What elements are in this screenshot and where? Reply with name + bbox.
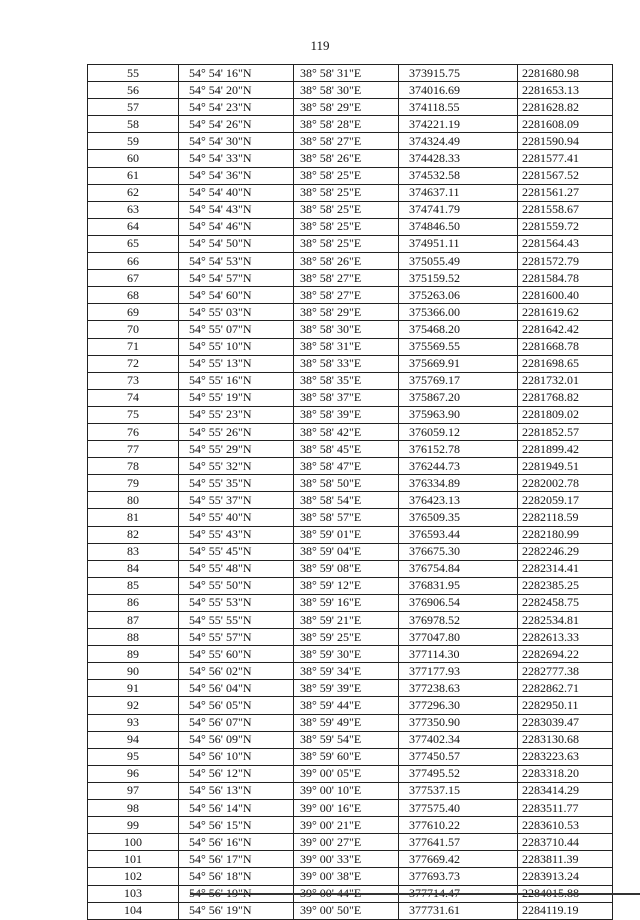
- y-coordinate-cell: 2283318.20: [518, 765, 613, 782]
- x-coordinate-cell: 374951.11: [399, 235, 518, 252]
- x-coordinate-cell: 376593.44: [399, 526, 518, 543]
- longitude-cell: 39° 00' 05"E: [294, 765, 399, 782]
- table-row: [88, 748, 613, 765]
- y-coordinate-cell: 2281698.65: [518, 355, 613, 372]
- longitude-cell: 38° 59' 49"E: [294, 714, 399, 731]
- longitude-cell: 38° 59' 60"E: [294, 748, 399, 765]
- x-coordinate-cell: 377238.63: [399, 680, 518, 697]
- y-coordinate-cell: 2281852.57: [518, 423, 613, 440]
- point-number-cell: 95: [88, 748, 179, 765]
- longitude-cell: 38° 59' 30"E: [294, 646, 399, 663]
- y-coordinate-cell: 2281577.41: [518, 150, 613, 167]
- longitude-cell: 38° 58' 28"E: [294, 116, 399, 133]
- point-number-cell: 89: [88, 646, 179, 663]
- longitude-cell: 38° 58' 33"E: [294, 355, 399, 372]
- x-coordinate-cell: 373915.75: [399, 65, 518, 82]
- table-row: [88, 782, 613, 799]
- x-coordinate-cell: 376423.13: [399, 492, 518, 509]
- x-coordinate-cell: 377402.34: [399, 731, 518, 748]
- table-row: [88, 304, 613, 321]
- latitude-cell: 54° 54' 26"N: [179, 116, 294, 133]
- longitude-cell: 38° 59' 04"E: [294, 543, 399, 560]
- table-row: [88, 321, 613, 338]
- table-row: [88, 731, 613, 748]
- latitude-cell: 54° 56' 09"N: [179, 731, 294, 748]
- point-number-cell: 59: [88, 133, 179, 150]
- point-number-cell: 80: [88, 492, 179, 509]
- point-number-cell: 79: [88, 475, 179, 492]
- table-row: [88, 133, 613, 150]
- table-row: [88, 184, 613, 201]
- longitude-cell: 38° 58' 25"E: [294, 201, 399, 218]
- table-row: [88, 663, 613, 680]
- y-coordinate-cell: 2282534.81: [518, 612, 613, 629]
- latitude-cell: 54° 55' 10"N: [179, 338, 294, 355]
- latitude-cell: 54° 54' 40"N: [179, 184, 294, 201]
- latitude-cell: 54° 56' 17"N: [179, 851, 294, 868]
- x-coordinate-cell: 374637.11: [399, 184, 518, 201]
- table-row: [88, 817, 613, 834]
- y-coordinate-cell: 2281619.62: [518, 304, 613, 321]
- longitude-cell: 39° 00' 16"E: [294, 800, 399, 817]
- y-coordinate-cell: 2281600.40: [518, 287, 613, 304]
- x-coordinate-cell: 376152.78: [399, 441, 518, 458]
- latitude-cell: 54° 55' 03"N: [179, 304, 294, 321]
- latitude-cell: 54° 55' 35"N: [179, 475, 294, 492]
- point-number-cell: 57: [88, 99, 179, 116]
- longitude-cell: 38° 59' 44"E: [294, 697, 399, 714]
- table-row: [88, 475, 613, 492]
- longitude-cell: 39° 00' 27"E: [294, 834, 399, 851]
- x-coordinate-cell: 374428.33: [399, 150, 518, 167]
- table-row: [88, 235, 613, 252]
- latitude-cell: 54° 54' 46"N: [179, 218, 294, 235]
- point-number-cell: 81: [88, 509, 179, 526]
- y-coordinate-cell: 2282777.38: [518, 663, 613, 680]
- table-row: [88, 355, 613, 372]
- table-row: [88, 629, 613, 646]
- table-row: [88, 800, 613, 817]
- y-coordinate-cell: 2281768.82: [518, 389, 613, 406]
- latitude-cell: 54° 55' 48"N: [179, 560, 294, 577]
- point-number-cell: 74: [88, 389, 179, 406]
- table-row: [88, 765, 613, 782]
- table-row: [88, 697, 613, 714]
- x-coordinate-cell: 377495.52: [399, 765, 518, 782]
- y-coordinate-cell: 2282862.71: [518, 680, 613, 697]
- latitude-cell: 54° 55' 13"N: [179, 355, 294, 372]
- x-coordinate-cell: 375669.91: [399, 355, 518, 372]
- longitude-cell: 38° 58' 26"E: [294, 150, 399, 167]
- x-coordinate-cell: 377575.40: [399, 800, 518, 817]
- point-number-cell: 83: [88, 543, 179, 560]
- latitude-cell: 54° 56' 15"N: [179, 817, 294, 834]
- longitude-cell: 38° 59' 25"E: [294, 629, 399, 646]
- table-row: [88, 99, 613, 116]
- y-coordinate-cell: 2282385.25: [518, 577, 613, 594]
- x-coordinate-cell: 377047.80: [399, 629, 518, 646]
- longitude-cell: 38° 58' 27"E: [294, 133, 399, 150]
- x-coordinate-cell: 374846.50: [399, 218, 518, 235]
- point-number-cell: 104: [88, 902, 179, 919]
- x-coordinate-cell: 376059.12: [399, 423, 518, 440]
- longitude-cell: 38° 58' 42"E: [294, 423, 399, 440]
- y-coordinate-cell: 2282458.75: [518, 594, 613, 611]
- longitude-cell: 38° 59' 01"E: [294, 526, 399, 543]
- y-coordinate-cell: 2281653.13: [518, 82, 613, 99]
- table-row: [88, 492, 613, 509]
- table-row: [88, 834, 613, 851]
- x-coordinate-cell: 377731.61: [399, 902, 518, 919]
- x-coordinate-cell: 375263.06: [399, 287, 518, 304]
- y-coordinate-cell: 2281628.82: [518, 99, 613, 116]
- latitude-cell: 54° 54' 50"N: [179, 235, 294, 252]
- x-coordinate-cell: 377669.42: [399, 851, 518, 868]
- longitude-cell: 39° 00' 50"E: [294, 902, 399, 919]
- x-coordinate-cell: 375963.90: [399, 406, 518, 423]
- y-coordinate-cell: 2281809.02: [518, 406, 613, 423]
- y-coordinate-cell: 2283710.44: [518, 834, 613, 851]
- point-number-cell: 92: [88, 697, 179, 714]
- x-coordinate-cell: 376978.52: [399, 612, 518, 629]
- x-coordinate-cell: 376244.73: [399, 458, 518, 475]
- longitude-cell: 38° 59' 16"E: [294, 594, 399, 611]
- latitude-cell: 54° 55' 37"N: [179, 492, 294, 509]
- longitude-cell: 39° 00' 38"E: [294, 868, 399, 885]
- x-coordinate-cell: 377450.57: [399, 748, 518, 765]
- table-row: [88, 372, 613, 389]
- point-number-cell: 65: [88, 235, 179, 252]
- latitude-cell: 54° 55' 16"N: [179, 372, 294, 389]
- point-number-cell: 61: [88, 167, 179, 184]
- longitude-cell: 38° 59' 21"E: [294, 612, 399, 629]
- latitude-cell: 54° 56' 19"N: [179, 902, 294, 919]
- longitude-cell: 38° 58' 37"E: [294, 389, 399, 406]
- point-number-cell: 69: [88, 304, 179, 321]
- coordinates-table: [87, 64, 613, 920]
- table-row: [88, 287, 613, 304]
- longitude-cell: 38° 58' 25"E: [294, 167, 399, 184]
- longitude-cell: 38° 58' 50"E: [294, 475, 399, 492]
- latitude-cell: 54° 55' 50"N: [179, 577, 294, 594]
- y-coordinate-cell: 2281567.52: [518, 167, 613, 184]
- coordinates-table-body: [88, 65, 613, 920]
- table-row: [88, 594, 613, 611]
- longitude-cell: 38° 58' 35"E: [294, 372, 399, 389]
- x-coordinate-cell: 374532.58: [399, 167, 518, 184]
- x-coordinate-cell: 374324.49: [399, 133, 518, 150]
- x-coordinate-cell: 377693.73: [399, 868, 518, 885]
- point-number-cell: 86: [88, 594, 179, 611]
- table-row: [88, 116, 613, 133]
- x-coordinate-cell: 377114.30: [399, 646, 518, 663]
- x-coordinate-cell: 377350.90: [399, 714, 518, 731]
- table-row: [88, 82, 613, 99]
- y-coordinate-cell: 2283511.77: [518, 800, 613, 817]
- table-row: [88, 714, 613, 731]
- table-row: [88, 560, 613, 577]
- latitude-cell: 54° 55' 19"N: [179, 389, 294, 406]
- x-coordinate-cell: 375867.20: [399, 389, 518, 406]
- latitude-cell: 54° 54' 53"N: [179, 253, 294, 270]
- longitude-cell: 38° 58' 26"E: [294, 253, 399, 270]
- y-coordinate-cell: 2283039.47: [518, 714, 613, 731]
- longitude-cell: 38° 58' 47"E: [294, 458, 399, 475]
- y-coordinate-cell: 2282950.11: [518, 697, 613, 714]
- point-number-cell: 58: [88, 116, 179, 133]
- longitude-cell: 38° 58' 27"E: [294, 270, 399, 287]
- latitude-cell: 54° 56' 07"N: [179, 714, 294, 731]
- latitude-cell: 54° 55' 43"N: [179, 526, 294, 543]
- point-number-cell: 85: [88, 577, 179, 594]
- latitude-cell: 54° 56' 16"N: [179, 834, 294, 851]
- y-coordinate-cell: 2281559.72: [518, 218, 613, 235]
- y-coordinate-cell: 2282180.99: [518, 526, 613, 543]
- latitude-cell: 54° 56' 13"N: [179, 782, 294, 799]
- point-number-cell: 90: [88, 663, 179, 680]
- point-number-cell: 88: [88, 629, 179, 646]
- longitude-cell: 38° 58' 30"E: [294, 82, 399, 99]
- y-coordinate-cell: 2282118.59: [518, 509, 613, 526]
- point-number-cell: 68: [88, 287, 179, 304]
- longitude-cell: 38° 58' 31"E: [294, 65, 399, 82]
- latitude-cell: 54° 54' 33"N: [179, 150, 294, 167]
- latitude-cell: 54° 54' 43"N: [179, 201, 294, 218]
- point-number-cell: 67: [88, 270, 179, 287]
- y-coordinate-cell: 2283414.29: [518, 782, 613, 799]
- latitude-cell: 54° 54' 20"N: [179, 82, 294, 99]
- table-row: [88, 406, 613, 423]
- x-coordinate-cell: 375366.00: [399, 304, 518, 321]
- latitude-cell: 54° 56' 02"N: [179, 663, 294, 680]
- table-row: [88, 389, 613, 406]
- point-number-cell: 100: [88, 834, 179, 851]
- y-coordinate-cell: 2283811.39: [518, 851, 613, 868]
- longitude-cell: 38° 58' 45"E: [294, 441, 399, 458]
- x-coordinate-cell: 376754.84: [399, 560, 518, 577]
- longitude-cell: 38° 59' 39"E: [294, 680, 399, 697]
- x-coordinate-cell: 377610.22: [399, 817, 518, 834]
- table-row: [88, 509, 613, 526]
- table-row: [88, 851, 613, 868]
- point-number-cell: 63: [88, 201, 179, 218]
- table-row: [88, 65, 613, 82]
- y-coordinate-cell: 2281584.78: [518, 270, 613, 287]
- page-number: 119: [310, 38, 330, 53]
- table-row: [88, 253, 613, 270]
- point-number-cell: 66: [88, 253, 179, 270]
- latitude-cell: 54° 56' 05"N: [179, 697, 294, 714]
- table-row: [88, 526, 613, 543]
- y-coordinate-cell: 2281558.67: [518, 201, 613, 218]
- y-coordinate-cell: 2283913.24: [518, 868, 613, 885]
- x-coordinate-cell: 377296.30: [399, 697, 518, 714]
- y-coordinate-cell: 2281642.42: [518, 321, 613, 338]
- latitude-cell: 54° 54' 36"N: [179, 167, 294, 184]
- table-row: [88, 167, 613, 184]
- point-number-cell: 103: [88, 885, 179, 902]
- x-coordinate-cell: 374016.69: [399, 82, 518, 99]
- longitude-cell: 39° 00' 21"E: [294, 817, 399, 834]
- y-coordinate-cell: 2283223.63: [518, 748, 613, 765]
- table-row: [88, 680, 613, 697]
- x-coordinate-cell: 375055.49: [399, 253, 518, 270]
- point-number-cell: 70: [88, 321, 179, 338]
- latitude-cell: 54° 55' 23"N: [179, 406, 294, 423]
- latitude-cell: 54° 55' 55"N: [179, 612, 294, 629]
- x-coordinate-cell: 376906.54: [399, 594, 518, 611]
- longitude-cell: 38° 58' 25"E: [294, 218, 399, 235]
- x-coordinate-cell: 374741.79: [399, 201, 518, 218]
- longitude-cell: 38° 58' 27"E: [294, 287, 399, 304]
- y-coordinate-cell: 2281608.09: [518, 116, 613, 133]
- table-row: [88, 612, 613, 629]
- longitude-cell: 38° 59' 54"E: [294, 731, 399, 748]
- latitude-cell: 54° 56' 18"N: [179, 868, 294, 885]
- table-row: [88, 218, 613, 235]
- y-coordinate-cell: 2282613.33: [518, 629, 613, 646]
- footer-rule: [190, 893, 640, 895]
- latitude-cell: 54° 54' 23"N: [179, 99, 294, 116]
- latitude-cell: 54° 54' 60"N: [179, 287, 294, 304]
- x-coordinate-cell: 377641.57: [399, 834, 518, 851]
- longitude-cell: 38° 58' 54"E: [294, 492, 399, 509]
- table-row: [88, 270, 613, 287]
- x-coordinate-cell: 377537.15: [399, 782, 518, 799]
- longitude-cell: 39° 00' 33"E: [294, 851, 399, 868]
- y-coordinate-cell: 2282246.29: [518, 543, 613, 560]
- point-number-cell: 56: [88, 82, 179, 99]
- table-row: [88, 423, 613, 440]
- point-number-cell: 55: [88, 65, 179, 82]
- y-coordinate-cell: 2283610.53: [518, 817, 613, 834]
- longitude-cell: 38° 58' 29"E: [294, 304, 399, 321]
- x-coordinate-cell: 374221.19: [399, 116, 518, 133]
- latitude-cell: 54° 55' 26"N: [179, 423, 294, 440]
- latitude-cell: 54° 55' 60"N: [179, 646, 294, 663]
- y-coordinate-cell: 2282694.22: [518, 646, 613, 663]
- y-coordinate-cell: 2282314.41: [518, 560, 613, 577]
- x-coordinate-cell: 376831.95: [399, 577, 518, 594]
- y-coordinate-cell: 2281899.42: [518, 441, 613, 458]
- x-coordinate-cell: 376675.30: [399, 543, 518, 560]
- point-number-cell: 73: [88, 372, 179, 389]
- point-number-cell: 94: [88, 731, 179, 748]
- point-number-cell: 99: [88, 817, 179, 834]
- y-coordinate-cell: 2281668.78: [518, 338, 613, 355]
- longitude-cell: 38° 59' 08"E: [294, 560, 399, 577]
- longitude-cell: 38° 58' 30"E: [294, 321, 399, 338]
- y-coordinate-cell: 2282002.78: [518, 475, 613, 492]
- latitude-cell: 54° 55' 07"N: [179, 321, 294, 338]
- point-number-cell: 64: [88, 218, 179, 235]
- latitude-cell: 54° 54' 57"N: [179, 270, 294, 287]
- point-number-cell: 72: [88, 355, 179, 372]
- table-row: [88, 201, 613, 218]
- latitude-cell: 54° 56' 14"N: [179, 800, 294, 817]
- table-row: [88, 543, 613, 560]
- latitude-cell: 54° 55' 40"N: [179, 509, 294, 526]
- point-number-cell: 96: [88, 765, 179, 782]
- latitude-cell: 54° 55' 29"N: [179, 441, 294, 458]
- point-number-cell: 82: [88, 526, 179, 543]
- y-coordinate-cell: 2281561.27: [518, 184, 613, 201]
- x-coordinate-cell: 377177.93: [399, 663, 518, 680]
- y-coordinate-cell: 2282059.17: [518, 492, 613, 509]
- point-number-cell: 98: [88, 800, 179, 817]
- x-coordinate-cell: 375769.17: [399, 372, 518, 389]
- y-coordinate-cell: 2281590.94: [518, 133, 613, 150]
- x-coordinate-cell: 376334.89: [399, 475, 518, 492]
- point-number-cell: 101: [88, 851, 179, 868]
- point-number-cell: 87: [88, 612, 179, 629]
- y-coordinate-cell: 2283130.68: [518, 731, 613, 748]
- point-number-cell: 93: [88, 714, 179, 731]
- longitude-cell: 38° 59' 12"E: [294, 577, 399, 594]
- x-coordinate-cell: 376509.35: [399, 509, 518, 526]
- latitude-cell: 54° 55' 45"N: [179, 543, 294, 560]
- y-coordinate-cell: 2281732.01: [518, 372, 613, 389]
- longitude-cell: 38° 58' 25"E: [294, 184, 399, 201]
- point-number-cell: 76: [88, 423, 179, 440]
- x-coordinate-cell: 375468.20: [399, 321, 518, 338]
- table-row: [88, 150, 613, 167]
- point-number-cell: 84: [88, 560, 179, 577]
- latitude-cell: 54° 55' 53"N: [179, 594, 294, 611]
- x-coordinate-cell: 375569.55: [399, 338, 518, 355]
- table-row: [88, 338, 613, 355]
- table-row: [88, 458, 613, 475]
- table-row: [88, 646, 613, 663]
- x-coordinate-cell: 374118.55: [399, 99, 518, 116]
- longitude-cell: 38° 58' 29"E: [294, 99, 399, 116]
- table-row: [88, 868, 613, 885]
- y-coordinate-cell: 2281949.51: [518, 458, 613, 475]
- point-number-cell: 97: [88, 782, 179, 799]
- longitude-cell: 38° 59' 34"E: [294, 663, 399, 680]
- longitude-cell: 38° 58' 25"E: [294, 235, 399, 252]
- longitude-cell: 38° 58' 39"E: [294, 406, 399, 423]
- y-coordinate-cell: 2281564.43: [518, 235, 613, 252]
- latitude-cell: 54° 56' 10"N: [179, 748, 294, 765]
- table-row: [88, 577, 613, 594]
- point-number-cell: 78: [88, 458, 179, 475]
- x-coordinate-cell: 375159.52: [399, 270, 518, 287]
- longitude-cell: 38° 58' 57"E: [294, 509, 399, 526]
- point-number-cell: 77: [88, 441, 179, 458]
- latitude-cell: 54° 55' 57"N: [179, 629, 294, 646]
- table-row: [88, 441, 613, 458]
- y-coordinate-cell: 2281680.98: [518, 65, 613, 82]
- y-coordinate-cell: 2284119.19: [518, 902, 613, 919]
- point-number-cell: 62: [88, 184, 179, 201]
- latitude-cell: 54° 55' 32"N: [179, 458, 294, 475]
- latitude-cell: 54° 56' 04"N: [179, 680, 294, 697]
- latitude-cell: 54° 54' 30"N: [179, 133, 294, 150]
- point-number-cell: 60: [88, 150, 179, 167]
- point-number-cell: 102: [88, 868, 179, 885]
- longitude-cell: 39° 00' 10"E: [294, 782, 399, 799]
- point-number-cell: 71: [88, 338, 179, 355]
- longitude-cell: 38° 58' 31"E: [294, 338, 399, 355]
- y-coordinate-cell: 2281572.79: [518, 253, 613, 270]
- point-number-cell: 75: [88, 406, 179, 423]
- point-number-cell: 91: [88, 680, 179, 697]
- latitude-cell: 54° 56' 12"N: [179, 765, 294, 782]
- latitude-cell: 54° 54' 16"N: [179, 65, 294, 82]
